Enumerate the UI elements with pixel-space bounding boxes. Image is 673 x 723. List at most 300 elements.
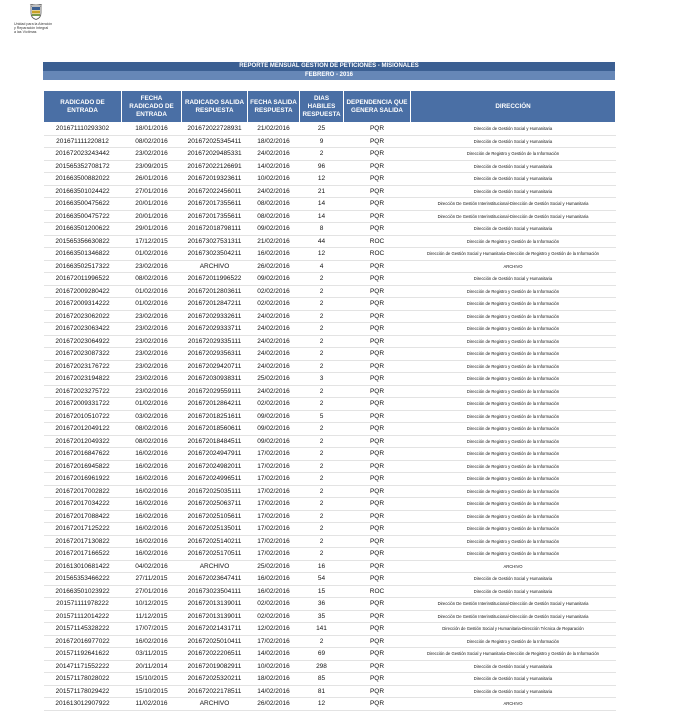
table-row xyxy=(44,448,616,461)
cell-dependencia: PQR xyxy=(344,373,411,386)
cell-fecha-salida: 26/02/2016 xyxy=(248,260,300,273)
cell-fecha-radicado: 01/02/2016 xyxy=(122,298,182,311)
logo xyxy=(14,4,60,54)
cell-dias-habiles: 2 xyxy=(300,285,344,298)
cell-dias-habiles: 14 xyxy=(300,198,344,211)
cell-radicado-salida: 201672012803611 xyxy=(182,285,248,298)
cell-dependencia: ROC xyxy=(344,585,411,598)
cell-radicado-entrada: 201663502517322 xyxy=(44,260,122,273)
cell-direccion: Dirección de Registro y Gestión de la Información xyxy=(411,285,616,298)
cell-fecha-radicado: 20/01/2016 xyxy=(122,210,182,223)
cell-fecha-salida: 18/02/2016 xyxy=(248,135,300,148)
cell-direccion: Dirección de Registro y Gestión de la Información xyxy=(411,498,616,511)
cell-dias-habiles: 2 xyxy=(300,485,344,498)
cell-fecha-salida: 14/02/2016 xyxy=(248,160,300,173)
cell-fecha-salida: 17/02/2016 xyxy=(248,473,300,486)
cell-fecha-salida: 24/02/2016 xyxy=(248,385,300,398)
cell-fecha-radicado: 27/01/2016 xyxy=(122,585,182,598)
cell-direccion: Dirección de Registro y Gestión de la Información xyxy=(411,373,616,386)
cell-fecha-radicado: 17/07/2015 xyxy=(122,623,182,636)
cell-fecha-salida: 12/02/2016 xyxy=(248,623,300,636)
cell-radicado-salida: 201672022126691 xyxy=(182,160,248,173)
table-row xyxy=(44,198,616,211)
cell-fecha-radicado: 16/02/2016 xyxy=(122,510,182,523)
cell-radicado-salida: 201672025140211 xyxy=(182,535,248,548)
cell-fecha-radicado: 08/02/2016 xyxy=(122,135,182,148)
cell-radicado-salida: 201672013139011 xyxy=(182,598,248,611)
cell-radicado-entrada: 201672017002822 xyxy=(44,485,122,498)
logo-caption xyxy=(14,22,74,35)
cell-fecha-radicado: 27/11/2015 xyxy=(122,573,182,586)
cell-dependencia: PQR xyxy=(344,285,411,298)
table-header-row xyxy=(44,91,616,123)
cell-radicado-entrada: 201672023087322 xyxy=(44,348,122,361)
cell-radicado-entrada: 201565356630822 xyxy=(44,235,122,248)
column-header-fecha-radicado: FECHA RADICADO DE ENTRADA xyxy=(122,91,182,123)
cell-dias-habiles: 25 xyxy=(300,123,344,136)
cell-direccion: Dirección de Gestión Social y Humanitaria xyxy=(411,573,616,586)
cell-dependencia: PQR xyxy=(344,598,411,611)
cell-radicado-entrada: 201571178029422 xyxy=(44,685,122,698)
table-row xyxy=(44,585,616,598)
cell-radicado-entrada: 201672017130822 xyxy=(44,535,122,548)
cell-fecha-salida: 17/02/2016 xyxy=(248,548,300,561)
cell-radicado-entrada: 201672023064922 xyxy=(44,335,122,348)
cell-direccion: Dirección de Gestión Social y Humanitaria-Dirección Técnica de Reparación xyxy=(411,623,616,636)
cell-radicado-entrada: 201613010681422 xyxy=(44,560,122,573)
cell-radicado-salida: 201672024996511 xyxy=(182,473,248,486)
cell-dependencia: PQR xyxy=(344,198,411,211)
cell-radicado-entrada: 201672011996522 xyxy=(44,273,122,286)
cell-fecha-salida: 25/02/2016 xyxy=(248,560,300,573)
cell-radicado-salida: 201672019082911 xyxy=(182,660,248,673)
cell-direccion: Dirección de Registro y Gestión de la Información xyxy=(411,385,616,398)
table-row xyxy=(44,160,616,173)
cell-dias-habiles: 2 xyxy=(300,635,344,648)
cell-fecha-salida: 17/02/2016 xyxy=(248,485,300,498)
table-row xyxy=(44,610,616,623)
cell-radicado-salida: 201672013139011 xyxy=(182,610,248,623)
cell-fecha-radicado: 10/12/2015 xyxy=(122,598,182,611)
cell-dependencia: PQR xyxy=(344,623,411,636)
cell-fecha-salida: 02/02/2016 xyxy=(248,598,300,611)
table-row xyxy=(44,185,616,198)
cell-radicado-entrada: 201663501346822 xyxy=(44,248,122,261)
cell-fecha-radicado: 03/11/2015 xyxy=(122,648,182,661)
cell-fecha-salida: 02/02/2016 xyxy=(248,285,300,298)
cell-radicado-entrada: 201672016945822 xyxy=(44,460,122,473)
cell-direccion: Dirección de Gestión Social y Humanitaria-Dirección de Registro y Gestión de la Información xyxy=(411,648,616,661)
cell-radicado-salida: 201672029335111 xyxy=(182,335,248,348)
cell-dias-habiles: 2 xyxy=(300,323,344,336)
cell-dias-habiles: 2 xyxy=(300,460,344,473)
cell-radicado-salida: 201672029333711 xyxy=(182,323,248,336)
cell-fecha-radicado: 23/02/2016 xyxy=(122,260,182,273)
cell-radicado-salida: 201672029356311 xyxy=(182,348,248,361)
cell-fecha-radicado: 08/02/2016 xyxy=(122,273,182,286)
cell-fecha-radicado: 20/01/2016 xyxy=(122,198,182,211)
cell-radicado-salida: 201672029559111 xyxy=(182,385,248,398)
table-row xyxy=(44,485,616,498)
cell-dependencia: PQR xyxy=(344,510,411,523)
table-row xyxy=(44,285,616,298)
table-row xyxy=(44,560,616,573)
table-row xyxy=(44,173,616,186)
cell-dependencia: PQR xyxy=(344,210,411,223)
cell-fecha-salida: 09/02/2016 xyxy=(248,223,300,236)
cell-direccion: ARCHIVO xyxy=(411,560,616,573)
cell-dependencia: PQR xyxy=(344,573,411,586)
cell-fecha-salida: 24/02/2016 xyxy=(248,348,300,361)
cell-radicado-salida: 201672021431711 xyxy=(182,623,248,636)
cell-radicado-salida: ARCHIVO xyxy=(182,698,248,711)
cell-radicado-salida: 201672025170511 xyxy=(182,548,248,561)
cell-radicado-salida: 201672029420711 xyxy=(182,360,248,373)
cell-dependencia: PQR xyxy=(344,273,411,286)
table-row xyxy=(44,598,616,611)
cell-radicado-entrada: 201571112014222 xyxy=(44,610,122,623)
cell-direccion: Dirección de Registro y Gestión de la Información xyxy=(411,535,616,548)
cell-fecha-salida: 21/02/2016 xyxy=(248,123,300,136)
cell-fecha-radicado: 23/02/2016 xyxy=(122,148,182,161)
cell-radicado-entrada: 201672023243442 xyxy=(44,148,122,161)
cell-direccion: Dirección de Registro y Gestión de la Información xyxy=(411,423,616,436)
cell-dependencia: PQR xyxy=(344,123,411,136)
cell-direccion: Dirección de Registro y Gestión de la Información xyxy=(411,335,616,348)
cell-radicado-salida: 201672024982011 xyxy=(182,460,248,473)
cell-fecha-salida: 17/02/2016 xyxy=(248,510,300,523)
cell-dependencia: PQR xyxy=(344,448,411,461)
cell-fecha-salida: 24/02/2016 xyxy=(248,335,300,348)
cell-dias-habiles: 2 xyxy=(300,335,344,348)
table-row xyxy=(44,410,616,423)
cell-direccion: ARCHIVO xyxy=(411,698,616,711)
cell-radicado-entrada: 201672016961922 xyxy=(44,473,122,486)
cell-radicado-salida: 201672029485331 xyxy=(182,148,248,161)
cell-radicado-entrada: 201663500882022 xyxy=(44,173,122,186)
cell-dias-habiles: 2 xyxy=(300,523,344,536)
cell-radicado-entrada: 201471171552222 xyxy=(44,660,122,673)
logo-line: Unidad para la Atención xyxy=(14,22,53,26)
cell-dias-habiles: 2 xyxy=(300,348,344,361)
cell-dependencia: PQR xyxy=(344,648,411,661)
table-row xyxy=(44,435,616,448)
cell-radicado-entrada: 201663501023922 xyxy=(44,585,122,598)
cell-fecha-radicado: 08/02/2016 xyxy=(122,423,182,436)
cell-dias-habiles: 2 xyxy=(300,548,344,561)
cell-dependencia: PQR xyxy=(344,485,411,498)
cell-radicado-salida: 201672025105611 xyxy=(182,510,248,523)
cell-dias-habiles: 12 xyxy=(300,173,344,186)
cell-dependencia: PQR xyxy=(344,148,411,161)
cell-fecha-radicado: 16/02/2016 xyxy=(122,460,182,473)
table-row xyxy=(44,273,616,286)
cell-dependencia: PQR xyxy=(344,610,411,623)
cell-radicado-salida: 201672022728931 xyxy=(182,123,248,136)
cell-fecha-salida: 21/02/2016 xyxy=(248,235,300,248)
cell-radicado-salida: 201672022178511 xyxy=(182,685,248,698)
cell-dias-habiles: 2 xyxy=(300,385,344,398)
cell-fecha-radicado: 03/02/2016 xyxy=(122,410,182,423)
cell-radicado-entrada: 201663501024422 xyxy=(44,185,122,198)
table-row xyxy=(44,398,616,411)
cell-dias-habiles: 2 xyxy=(300,448,344,461)
cell-dias-habiles: 5 xyxy=(300,410,344,423)
cell-direccion: Dirección de Gestión Social y Humanitaria xyxy=(411,135,616,148)
table-row xyxy=(44,210,616,223)
cell-dias-habiles: 2 xyxy=(300,510,344,523)
cell-radicado-entrada: 201672009280422 xyxy=(44,285,122,298)
table-row xyxy=(44,698,616,711)
cell-dias-habiles: 16 xyxy=(300,560,344,573)
report-title: REPORTE MENSUAL GESTION DE PETICIONES - MISIONALES xyxy=(43,62,615,71)
cell-dependencia: PQR xyxy=(344,685,411,698)
cell-fecha-radicado: 26/01/2016 xyxy=(122,173,182,186)
cell-radicado-entrada: 201571145328222 xyxy=(44,623,122,636)
table-row xyxy=(44,473,616,486)
cell-direccion: Dirección de Gestión Social y Humanitaria xyxy=(411,273,616,286)
cell-radicado-entrada: 201663501200622 xyxy=(44,223,122,236)
cell-dependencia: PQR xyxy=(344,548,411,561)
cell-fecha-salida: 09/02/2016 xyxy=(248,273,300,286)
cell-fecha-radicado: 23/09/2015 xyxy=(122,160,182,173)
cell-fecha-radicado: 15/10/2015 xyxy=(122,685,182,698)
table-row xyxy=(44,460,616,473)
cell-fecha-salida: 16/02/2016 xyxy=(248,585,300,598)
column-header-radicado-entrada: RADICADO DE ENTRADA xyxy=(44,91,122,123)
cell-radicado-salida: 201672018798111 xyxy=(182,223,248,236)
table-row xyxy=(44,335,616,348)
table-row xyxy=(44,360,616,373)
cell-dias-habiles: 2 xyxy=(300,498,344,511)
cell-radicado-salida: 201672011996522 xyxy=(182,273,248,286)
column-header-dias-habiles: DIAS HABILES RESPUESTA xyxy=(300,91,344,123)
table-row xyxy=(44,635,616,648)
table-row xyxy=(44,423,616,436)
cell-fecha-salida: 25/02/2016 xyxy=(248,373,300,386)
cell-fecha-salida: 14/02/2016 xyxy=(248,685,300,698)
cell-fecha-salida: 17/02/2016 xyxy=(248,635,300,648)
table-row xyxy=(44,123,616,136)
cell-dependencia: PQR xyxy=(344,410,411,423)
cell-fecha-salida: 08/02/2016 xyxy=(248,210,300,223)
cell-dependencia: ROC xyxy=(344,235,411,248)
table-row xyxy=(44,298,616,311)
cell-direccion: Dirección de Registro y Gestión de la Información xyxy=(411,523,616,536)
cell-radicado-salida: 201673023504111 xyxy=(182,585,248,598)
cell-direccion: Dirección de Gestión Social y Humanitaria xyxy=(411,585,616,598)
cell-fecha-radicado: 23/02/2016 xyxy=(122,335,182,348)
cell-radicado-salida: 201672019323611 xyxy=(182,173,248,186)
cell-fecha-salida: 24/02/2016 xyxy=(248,310,300,323)
cell-radicado-salida: 201672025135011 xyxy=(182,523,248,536)
cell-fecha-radicado: 16/02/2016 xyxy=(122,635,182,648)
logo-line: a las Víctimas xyxy=(14,30,37,35)
cell-fecha-radicado: 27/01/2016 xyxy=(122,185,182,198)
cell-fecha-salida: 24/02/2016 xyxy=(248,323,300,336)
table-row xyxy=(44,548,616,561)
cell-radicado-entrada: 201672010510722 xyxy=(44,410,122,423)
table-row xyxy=(44,685,616,698)
cell-radicado-entrada: 201672023194822 xyxy=(44,373,122,386)
cell-direccion: Dirección de Registro y Gestión de la Información xyxy=(411,485,616,498)
cell-dias-habiles: 2 xyxy=(300,273,344,286)
cell-dias-habiles: 21 xyxy=(300,185,344,198)
cell-dias-habiles: 12 xyxy=(300,698,344,711)
cell-dias-habiles: 4 xyxy=(300,260,344,273)
cell-fecha-salida: 17/02/2016 xyxy=(248,523,300,536)
cell-dias-habiles: 2 xyxy=(300,148,344,161)
cell-fecha-salida: 02/02/2016 xyxy=(248,610,300,623)
cell-dias-habiles: 298 xyxy=(300,660,344,673)
cell-radicado-entrada: 201663500475722 xyxy=(44,210,122,223)
cell-fecha-salida: 17/02/2016 xyxy=(248,460,300,473)
cell-fecha-radicado: 23/02/2016 xyxy=(122,373,182,386)
cell-dependencia: PQR xyxy=(344,635,411,648)
cell-radicado-entrada: 201671111220812 xyxy=(44,135,122,148)
cell-dependencia: PQR xyxy=(344,223,411,236)
table-row xyxy=(44,148,616,161)
cell-fecha-radicado: 23/02/2016 xyxy=(122,310,182,323)
cell-radicado-entrada: 201672023062022 xyxy=(44,310,122,323)
petitions-table xyxy=(43,90,616,711)
cell-radicado-salida: 201672025345411 xyxy=(182,135,248,148)
cell-radicado-salida: 201672017355611 xyxy=(182,198,248,211)
cell-fecha-salida: 24/02/2016 xyxy=(248,360,300,373)
cell-fecha-radicado: 01/02/2016 xyxy=(122,285,182,298)
cell-radicado-entrada: 201672017034222 xyxy=(44,498,122,511)
cell-dias-habiles: 2 xyxy=(300,360,344,373)
cell-direccion: Dirección de Gestión Social y Humanitaria xyxy=(411,223,616,236)
cell-fecha-salida: 10/02/2016 xyxy=(248,660,300,673)
table-row xyxy=(44,523,616,536)
cell-dependencia: PQR xyxy=(344,435,411,448)
cell-radicado-entrada: 201672009331722 xyxy=(44,398,122,411)
cell-fecha-salida: 09/02/2016 xyxy=(248,423,300,436)
cell-radicado-salida: 201672022456011 xyxy=(182,185,248,198)
table-row xyxy=(44,260,616,273)
cell-dias-habiles: 2 xyxy=(300,310,344,323)
cell-dependencia: PQR xyxy=(344,348,411,361)
table-row xyxy=(44,248,616,261)
table-row xyxy=(44,323,616,336)
cell-fecha-radicado: 16/02/2016 xyxy=(122,498,182,511)
cell-fecha-radicado: 11/02/2016 xyxy=(122,698,182,711)
cell-radicado-entrada: 201565352708172 xyxy=(44,160,122,173)
cell-dias-habiles: 3 xyxy=(300,373,344,386)
table-row xyxy=(44,623,616,636)
cell-radicado-salida: 201672017355611 xyxy=(182,210,248,223)
cell-radicado-salida: ARCHIVO xyxy=(182,260,248,273)
cell-fecha-salida: 10/02/2016 xyxy=(248,173,300,186)
table-row xyxy=(44,573,616,586)
cell-radicado-salida: 201672012847211 xyxy=(182,298,248,311)
cell-radicado-salida: 201672018484511 xyxy=(182,435,248,448)
cell-dependencia: PQR xyxy=(344,423,411,436)
cell-dias-habiles: 2 xyxy=(300,423,344,436)
cell-radicado-salida: 201672023647411 xyxy=(182,573,248,586)
table-row xyxy=(44,660,616,673)
cell-dias-habiles: 69 xyxy=(300,648,344,661)
cell-dias-habiles: 9 xyxy=(300,135,344,148)
cell-dias-habiles: 35 xyxy=(300,610,344,623)
cell-dias-habiles: 36 xyxy=(300,598,344,611)
cell-dias-habiles: 14 xyxy=(300,210,344,223)
cell-direccion: Dirección de Gestión Social y Humanitaria xyxy=(411,685,616,698)
cell-dependencia: PQR xyxy=(344,460,411,473)
cell-direccion: ARCHIVO xyxy=(411,260,616,273)
cell-direccion: Dirección de Gestión Social y Humanitaria xyxy=(411,185,616,198)
cell-direccion: Dirección de Registro y Gestión de la Información xyxy=(411,460,616,473)
cell-fecha-salida: 09/02/2016 xyxy=(248,410,300,423)
cell-dependencia: PQR xyxy=(344,673,411,686)
cell-direccion: Dirección de Registro y Gestión de la Información xyxy=(411,448,616,461)
cell-fecha-radicado: 16/02/2016 xyxy=(122,448,182,461)
cell-dependencia: PQR xyxy=(344,660,411,673)
cell-direccion: Dirección de Registro y Gestión de la Información xyxy=(411,510,616,523)
cell-radicado-entrada: 201565353466222 xyxy=(44,573,122,586)
cell-dias-habiles: 54 xyxy=(300,573,344,586)
cell-direccion: Dirección de Registro y Gestión de la Información xyxy=(411,398,616,411)
cell-fecha-radicado: 23/02/2016 xyxy=(122,360,182,373)
table-row xyxy=(44,348,616,361)
cell-radicado-entrada: 201672023176722 xyxy=(44,360,122,373)
cell-dependencia: ROC xyxy=(344,248,411,261)
cell-dependencia: PQR xyxy=(344,698,411,711)
cell-fecha-radicado: 08/02/2016 xyxy=(122,435,182,448)
cell-fecha-radicado: 04/02/2016 xyxy=(122,560,182,573)
cell-radicado-salida: 201672029332611 xyxy=(182,310,248,323)
cell-fecha-salida: 17/02/2016 xyxy=(248,448,300,461)
table-body xyxy=(44,123,616,711)
column-header-dependencia: DEPENDENCIA QUE GENERA SALIDA xyxy=(344,91,411,123)
cell-dias-habiles: 8 xyxy=(300,223,344,236)
cell-fecha-radicado: 11/12/2015 xyxy=(122,610,182,623)
table-row xyxy=(44,235,616,248)
cell-radicado-entrada: 201672016977022 xyxy=(44,635,122,648)
cell-fecha-radicado: 01/02/2016 xyxy=(122,398,182,411)
cell-fecha-radicado: 17/12/2015 xyxy=(122,235,182,248)
cell-radicado-entrada: 201663500475622 xyxy=(44,198,122,211)
cell-dias-habiles: 44 xyxy=(300,235,344,248)
cell-dependencia: PQR xyxy=(344,310,411,323)
cell-radicado-entrada: 201672017125222 xyxy=(44,523,122,536)
cell-fecha-radicado: 29/01/2016 xyxy=(122,223,182,236)
column-header-radicado-salida: RADICADO SALIDA RESPUESTA xyxy=(182,91,248,123)
cell-dias-habiles: 2 xyxy=(300,435,344,448)
cell-radicado-salida: 201672030938311 xyxy=(182,373,248,386)
table-row xyxy=(44,648,616,661)
cell-fecha-salida: 02/02/2016 xyxy=(248,398,300,411)
cell-radicado-entrada: 201672009314222 xyxy=(44,298,122,311)
cell-dependencia: PQR xyxy=(344,535,411,548)
cell-direccion: Dirección de Registro y Gestión de la Información xyxy=(411,410,616,423)
cell-fecha-radicado: 16/02/2016 xyxy=(122,485,182,498)
cell-fecha-salida: 17/02/2016 xyxy=(248,535,300,548)
table-row xyxy=(44,373,616,386)
cell-fecha-radicado: 16/02/2016 xyxy=(122,535,182,548)
cell-fecha-radicado: 16/02/2016 xyxy=(122,523,182,536)
cell-fecha-radicado: 23/02/2016 xyxy=(122,348,182,361)
cell-fecha-salida: 02/02/2016 xyxy=(248,298,300,311)
cell-dependencia: PQR xyxy=(344,360,411,373)
cell-dependencia: PQR xyxy=(344,135,411,148)
cell-fecha-salida: 08/02/2016 xyxy=(248,198,300,211)
cell-fecha-radicado: 20/11/2014 xyxy=(122,660,182,673)
cell-direccion: Dirección de Gestión Social y Humanitaria xyxy=(411,173,616,186)
cell-direccion: Dirección de Registro y Gestión de la Información xyxy=(411,473,616,486)
cell-fecha-radicado: 16/02/2016 xyxy=(122,473,182,486)
